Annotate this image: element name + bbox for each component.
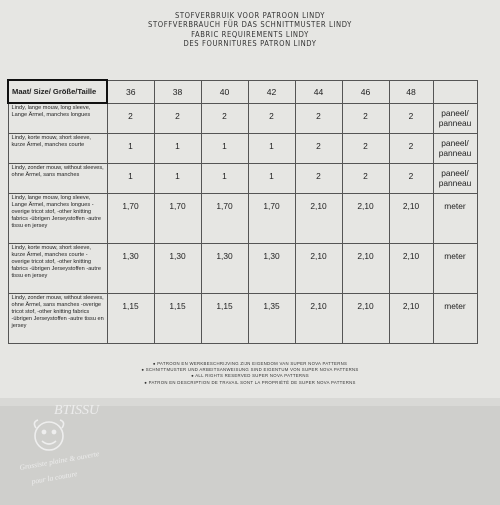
cell-value: 2,10 xyxy=(295,194,342,244)
footer-line: ● SCHNITTMUSTER UND ARBEITSANWEISUNG SIND EIGENTUM VON SUPER NOVA PATTERNS xyxy=(141,367,359,373)
table-row xyxy=(8,294,477,344)
row-label: Lindy, korte mouw, short sleeve, kurze Ärmel, manches courte -overige tricot stof, -other knitting fabrics -übrigen Jerseystoffen -autre tissu en jersey xyxy=(8,244,107,294)
fabric-requirements-table xyxy=(7,79,478,344)
cell-value: 2,10 xyxy=(295,294,342,344)
cell-value: 1,70 xyxy=(248,194,295,244)
cell-value: 1 xyxy=(248,164,295,194)
cell-value: 1,35 xyxy=(248,294,295,344)
cell-unit: meter xyxy=(433,294,477,344)
cell-value: 1 xyxy=(201,134,248,164)
title-fr: DES FOURNITURES PATRON LINDY xyxy=(183,39,317,49)
title-en: FABRIC REQUIREMENTS LINDY xyxy=(191,29,309,39)
size-header: 38 xyxy=(154,80,201,103)
cell-value: 1,30 xyxy=(248,244,295,294)
size-header: 36 xyxy=(107,80,154,103)
cell-value: 2 xyxy=(389,164,433,194)
cell-value: 2,10 xyxy=(389,244,433,294)
cell-value: 1,15 xyxy=(107,294,154,344)
cell-value: 2 xyxy=(248,103,295,134)
unit-header xyxy=(433,80,477,103)
size-header: 44 xyxy=(295,80,342,103)
size-header: 48 xyxy=(389,80,433,103)
table-row xyxy=(8,244,477,294)
cell-value: 2 xyxy=(342,103,389,134)
cell-value: 1 xyxy=(107,134,154,164)
cell-value: 2 xyxy=(389,134,433,164)
cell-value: 2,10 xyxy=(389,294,433,344)
copyright-footer xyxy=(0,361,500,386)
row-label: Lindy, lange mouw, long sleeve, Lange Ärmel, manches longues xyxy=(8,103,107,134)
svg-text:Grossiste plaine & ouverte: Grossiste plaine & ouverte xyxy=(18,449,100,472)
cell-unit: paneel/ panneau xyxy=(433,103,477,134)
footer-line: ● ALL RIGHTS RESERVED SUPER NOVA PATTERNS xyxy=(191,373,309,379)
cell-value: 2 xyxy=(295,103,342,134)
table-row xyxy=(8,194,477,244)
cell-value: 1,15 xyxy=(154,294,201,344)
cell-value: 2 xyxy=(342,134,389,164)
size-header: 42 xyxy=(248,80,295,103)
cell-value: 1 xyxy=(248,134,295,164)
header-row xyxy=(8,80,477,103)
cell-value: 1 xyxy=(154,164,201,194)
footer-line: ● PATROON EN WERKBESCHRIJVING ZIJN EIGENDOM VAN SUPER NOVA PATTERNS xyxy=(152,361,348,366)
size-header: 46 xyxy=(342,80,389,103)
cell-unit: paneel/ panneau xyxy=(433,164,477,194)
cell-value: 2,10 xyxy=(342,194,389,244)
cell-value: 2 xyxy=(107,103,154,134)
title-nl: STOFVERBRUIK VOOR PATROON LINDY xyxy=(174,11,326,20)
cell-unit: paneel/ panneau xyxy=(433,134,477,164)
cell-value: 2 xyxy=(295,164,342,194)
cell-value: 2,10 xyxy=(342,294,389,344)
cell-value: 1 xyxy=(107,164,154,194)
cell-value: 1 xyxy=(154,134,201,164)
cell-value: 1,15 xyxy=(201,294,248,344)
svg-text:BTISSU: BTISSU xyxy=(54,403,100,418)
cell-value: 1,70 xyxy=(154,194,201,244)
cell-value: 1,30 xyxy=(107,244,154,294)
table-row xyxy=(8,164,477,194)
cell-value: 2,10 xyxy=(295,244,342,294)
table-row xyxy=(8,103,477,134)
row-label: Lindy, korte mouw, short sleeve, kurze Ärmel, manches courte xyxy=(8,134,107,164)
title-de: STOFFVERBRAUCH FÜR DAS SCHNITTMUSTER LINDY xyxy=(148,20,352,30)
cell-unit: meter xyxy=(433,194,477,244)
cell-value: 1,30 xyxy=(201,244,248,294)
size-header-label: Maat/ Size/ Größe/Taille xyxy=(8,80,107,103)
footer-line: ● PATRON EN DESCRIPTION DE TRAVAIL SONT LA PROPRIÉTÉ DE SUPER NOVA PATTERNS xyxy=(144,379,356,385)
cell-value: 1,70 xyxy=(201,194,248,244)
cell-value: 1 xyxy=(201,164,248,194)
cell-value: 2,10 xyxy=(389,194,433,244)
row-label: Lindy, zonder mouw, without sleeves, ohne Ärmel, sans manches -overige tricot stof, -other knitting fabrics -übrigen Jerseystoffen -autre tissu en jersey xyxy=(8,294,107,344)
table-row xyxy=(8,134,477,164)
cell-value: 2 xyxy=(154,103,201,134)
svg-text:pour la couture: pour la couture xyxy=(30,469,79,486)
title-block xyxy=(0,11,500,49)
size-header: 40 xyxy=(201,80,248,103)
cell-value: 1,70 xyxy=(107,194,154,244)
row-label: Lindy, zonder mouw, without sleeves, ohne Ärmel, sans manches xyxy=(8,164,107,194)
cell-unit: meter xyxy=(433,244,477,294)
row-label: Lindy, lange mouw, long sleeve, Lange Ärmel, manches longues -overige tricot stof, -other knitting fabrics -übrigen Jerseystoffen -autre tissu en jersey xyxy=(8,194,107,244)
cell-value: 2 xyxy=(342,164,389,194)
btissu-watermark-logo xyxy=(14,392,124,500)
cell-value: 2 xyxy=(201,103,248,134)
cell-value: 2 xyxy=(295,134,342,164)
cell-value: 1,30 xyxy=(154,244,201,294)
watermark-icon xyxy=(14,392,124,500)
cell-value: 2 xyxy=(389,103,433,134)
cell-value: 2,10 xyxy=(342,244,389,294)
